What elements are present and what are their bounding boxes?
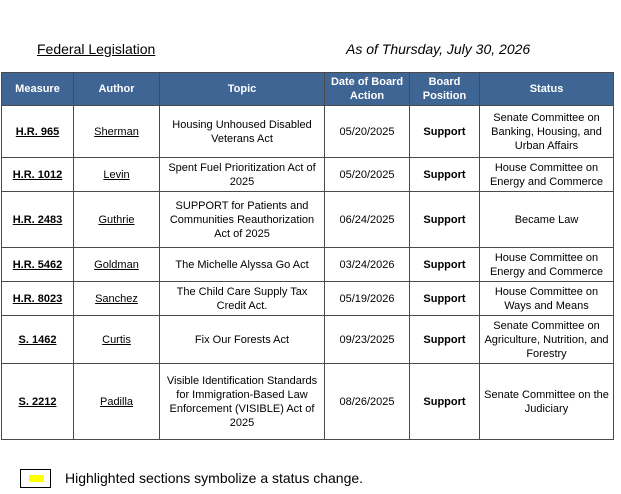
topic-cell: Fix Our Forests Act <box>160 316 325 364</box>
author-link[interactable]: Levin <box>74 158 160 192</box>
highlight-legend-swatch <box>20 469 51 488</box>
author-link[interactable]: Padilla <box>74 364 160 440</box>
measure-link[interactable]: S. 2212 <box>2 364 74 440</box>
table-row <box>2 106 614 158</box>
status-cell: Became Law <box>480 192 614 248</box>
measure-link[interactable]: H.R. 2483 <box>2 192 74 248</box>
position-cell: Support <box>410 316 480 364</box>
author-link[interactable]: Sanchez <box>74 282 160 316</box>
measure-link[interactable]: H.R. 1012 <box>2 158 74 192</box>
position-cell: Support <box>410 192 480 248</box>
table-row <box>2 192 614 248</box>
table-header-row <box>2 73 614 106</box>
measure-link[interactable]: H.R. 965 <box>2 106 74 158</box>
highlight-swatch-fill <box>29 475 44 482</box>
status-cell: Senate Committee on Agriculture, Nutrition, and Forestry <box>480 316 614 364</box>
table-row <box>2 282 614 316</box>
position-cell: Support <box>410 248 480 282</box>
author-link[interactable]: Curtis <box>74 316 160 364</box>
legislation-table <box>1 72 614 440</box>
status-cell: House Committee on Energy and Commerce <box>480 158 614 192</box>
date-cell: 06/24/2025 <box>325 192 410 248</box>
topic-cell: The Michelle Alyssa Go Act <box>160 248 325 282</box>
author-link[interactable]: Guthrie <box>74 192 160 248</box>
column-header-measure: Measure <box>2 73 74 106</box>
date-cell: 03/24/2026 <box>325 248 410 282</box>
column-header-topic: Topic <box>160 73 325 106</box>
date-cell: 05/20/2025 <box>325 158 410 192</box>
table-row <box>2 248 614 282</box>
status-cell: House Committee on Energy and Commerce <box>480 248 614 282</box>
table-row <box>2 158 614 192</box>
topic-cell: Housing Unhoused Disabled Veterans Act <box>160 106 325 158</box>
position-cell: Support <box>410 364 480 440</box>
date-cell: 05/20/2025 <box>325 106 410 158</box>
table-row <box>2 364 614 440</box>
column-header-author: Author <box>74 73 160 106</box>
date-cell: 09/23/2025 <box>325 316 410 364</box>
measure-link[interactable]: H.R. 5462 <box>2 248 74 282</box>
status-cell: Senate Committee on the Judiciary <box>480 364 614 440</box>
legend-text: Highlighted sections symbolize a status change. <box>65 470 364 486</box>
position-cell: Support <box>410 158 480 192</box>
date-cell: 08/26/2025 <box>325 364 410 440</box>
column-header-date: Date of Board Action <box>325 73 410 106</box>
as-of-date: As of Thursday, July 30, 2026 <box>346 41 531 57</box>
topic-cell: Visible Identification Standards for Immigration-Based Law Enforcement (VISIBLE) Act of 2025 <box>160 364 325 440</box>
topic-cell: SUPPORT for Patients and Communities Reauthorization Act of 2025 <box>160 192 325 248</box>
page-title: Federal Legislation <box>37 41 156 57</box>
position-cell: Support <box>410 282 480 316</box>
column-header-position: Board Position <box>410 73 480 106</box>
status-cell: Senate Committee on Banking, Housing, and Urban Affairs <box>480 106 614 158</box>
table-row <box>2 316 614 364</box>
date-cell: 05/19/2026 <box>325 282 410 316</box>
position-cell: Support <box>410 106 480 158</box>
topic-cell: The Child Care Supply Tax Credit Act. <box>160 282 325 316</box>
column-header-status: Status <box>480 73 614 106</box>
topic-cell: Spent Fuel Prioritization Act of 2025 <box>160 158 325 192</box>
measure-link[interactable]: H.R. 8023 <box>2 282 74 316</box>
status-cell: House Committee on Ways and Means <box>480 282 614 316</box>
author-link[interactable]: Goldman <box>74 248 160 282</box>
author-link[interactable]: Sherman <box>74 106 160 158</box>
measure-link[interactable]: S. 1462 <box>2 316 74 364</box>
